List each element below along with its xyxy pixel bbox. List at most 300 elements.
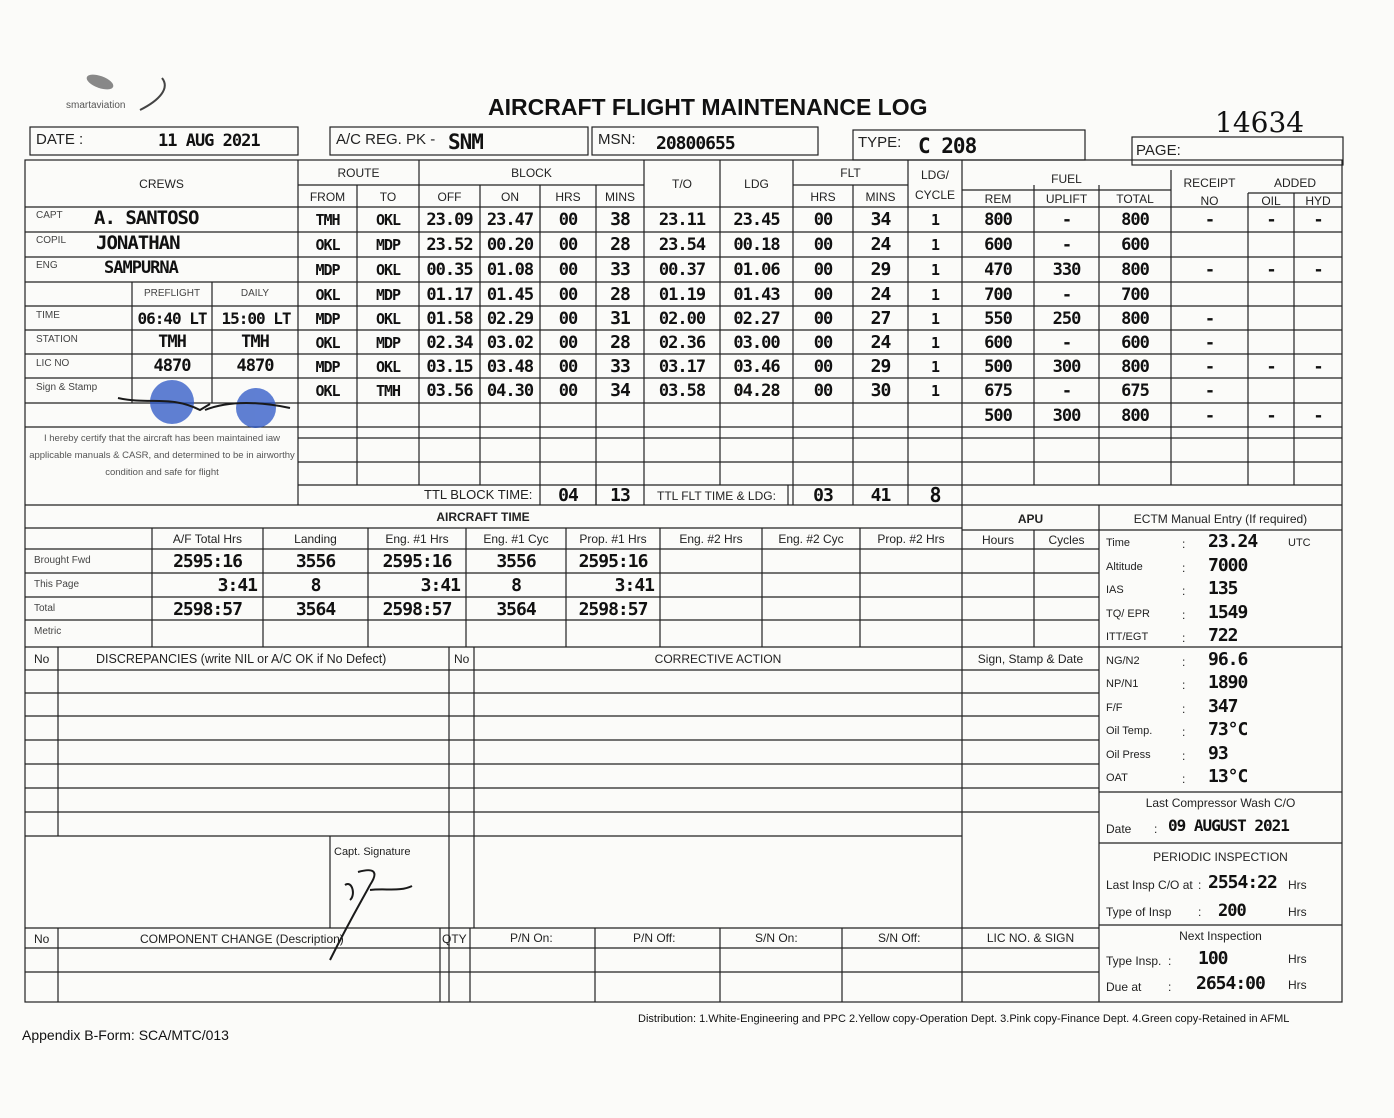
flight-fhrs-cell[interactable]: 00 <box>813 332 833 353</box>
ectm-unit: UTC <box>1288 537 1311 549</box>
flight-total-cell[interactable]: 800 <box>1121 405 1149 426</box>
daily-station[interactable]: TMH <box>241 332 269 352</box>
flight-mins-cell[interactable]: 34 <box>610 380 630 401</box>
flight-hrs-cell[interactable]: 00 <box>558 356 578 377</box>
due-value[interactable]: 2654:00 <box>1196 973 1265 994</box>
acreg-label: A/C REG. PK - <box>336 131 436 148</box>
flt-mins-header: MINS <box>865 189 896 204</box>
flight-fhrs-cell[interactable]: 00 <box>813 356 833 377</box>
aircraft-time-header: Landing <box>294 532 337 546</box>
flight-hyd-cell[interactable]: - <box>1313 209 1323 230</box>
flight-hyd-cell[interactable]: - <box>1313 405 1323 426</box>
flight-to-time-cell[interactable]: 03.58 <box>658 380 706 401</box>
flight-ldg-cell[interactable]: 03.00 <box>733 332 780 353</box>
aircraft-time-cell[interactable] <box>263 620 368 644</box>
form-number: 14634 <box>1215 106 1305 139</box>
flight-fhrs-cell[interactable]: 00 <box>813 259 833 280</box>
flight-rem-cell[interactable]: 500 <box>984 356 1012 377</box>
flight-to-time-cell[interactable] <box>644 403 720 428</box>
flight-to-cell[interactable]: TMH <box>375 381 401 400</box>
next-type-label: Type Insp. <box>1106 954 1162 968</box>
aircraft-time-row-label: Total <box>34 603 56 614</box>
flight-off-cell[interactable]: 23.09 <box>426 209 473 230</box>
aircraft-time-cell[interactable]: 3564 <box>496 598 536 620</box>
aircraft-time-header: Prop. #1 Hrs <box>579 532 647 546</box>
fuel-header: FUEL <box>1051 172 1082 186</box>
ectm-label: NP/N1 <box>1106 678 1139 690</box>
ttl-ldg[interactable]: 8 <box>929 483 941 507</box>
flight-hyd-cell[interactable]: - <box>1313 259 1323 280</box>
flight-oil-cell[interactable] <box>1248 282 1294 307</box>
aircraft-time-cell[interactable]: 2598:57 <box>578 598 648 620</box>
flight-off-cell[interactable]: 02.34 <box>426 332 473 353</box>
flight-oil-cell[interactable] <box>1248 232 1294 257</box>
flight-to-cell[interactable]: MDP <box>375 285 401 304</box>
flt-header: FLT <box>840 166 861 180</box>
type-value[interactable]: C 208 <box>918 134 977 158</box>
type-insp-value[interactable]: 200 <box>1218 901 1246 921</box>
flight-receipt-cell[interactable]: - <box>1204 380 1215 401</box>
flight-uplift-cell[interactable]: 300 <box>1052 405 1081 426</box>
flight-hrs-cell[interactable]: 00 <box>558 209 578 230</box>
lic-sign-label: LIC NO. & SIGN <box>986 931 1075 945</box>
flight-uplift-cell[interactable]: 250 <box>1052 308 1081 329</box>
preflight-lic[interactable]: 4870 <box>153 356 191 376</box>
flight-oil-cell[interactable]: - <box>1266 259 1276 280</box>
ectm-label: Time <box>1106 537 1131 549</box>
flight-uplift-cell[interactable]: 300 <box>1052 356 1081 377</box>
flight-total-cell[interactable]: 600 <box>1121 332 1149 353</box>
page-title: AIRCRAFT FLIGHT MAINTENANCE LOG <box>488 94 928 120</box>
ectm-title: ECTM Manual Entry (If required) <box>1133 512 1308 526</box>
flight-receipt-cell[interactable]: - <box>1204 356 1215 377</box>
flight-to-cell[interactable]: OKL <box>375 210 401 229</box>
sn-off-label: S/N Off: <box>878 931 921 945</box>
ectm-label: IAS <box>1106 584 1124 596</box>
flight-oil-cell[interactable] <box>1248 378 1294 403</box>
aircraft-time-cell[interactable] <box>860 597 962 621</box>
flight-ldg-cell[interactable]: 04.28 <box>733 380 780 401</box>
flight-hyd-cell[interactable] <box>1294 232 1342 257</box>
flight-hrs-cell[interactable]: 00 <box>558 284 578 305</box>
time-label: TIME <box>36 310 60 321</box>
copil-name[interactable]: JONATHAN <box>96 232 180 254</box>
flight-uplift-cell[interactable]: - <box>1061 380 1072 401</box>
compressor-date-label: Date <box>1106 822 1132 836</box>
flight-fhrs-cell[interactable] <box>793 403 853 428</box>
daily-lic[interactable]: 4870 <box>236 356 274 376</box>
added-header: ADDED <box>1273 176 1316 190</box>
flight-hrs-cell[interactable]: 00 <box>558 259 578 280</box>
flight-off-cell[interactable]: 00.35 <box>426 259 473 280</box>
flight-cycle-cell[interactable] <box>908 403 962 428</box>
flight-on-cell[interactable]: 23.47 <box>486 209 534 230</box>
flt-hrs-header: HRS <box>810 189 836 204</box>
flight-fhrs-cell[interactable]: 00 <box>813 308 833 329</box>
flight-on-cell[interactable]: 02.29 <box>486 308 534 329</box>
flight-oil-cell[interactable]: - <box>1266 356 1276 377</box>
flight-hyd-cell[interactable] <box>1294 282 1342 307</box>
ectm-label: Oil Press <box>1106 748 1151 761</box>
flight-on-cell[interactable]: 00.20 <box>486 234 534 255</box>
aircraft-time-cell[interactable]: 3564 <box>295 598 336 620</box>
flight-from-cell[interactable]: TMH <box>315 210 340 229</box>
ectm-value[interactable]: 13°C <box>1208 766 1248 787</box>
distribution-note: Distribution: 1.White-Engineering and PPC 2.Yellow copy-Operation Dept. 3.Pink copy-Finance Dept. 4.Green copy-Retained in AFML <box>638 1013 1290 1025</box>
flight-on-cell[interactable]: 01.45 <box>486 284 534 305</box>
flight-ldg-cell[interactable]: 01.06 <box>733 259 780 280</box>
flight-cycle-cell[interactable]: 1 <box>930 381 940 400</box>
ectm-label: Altitude <box>1106 560 1143 573</box>
msn-value[interactable]: 20800655 <box>656 133 735 154</box>
flight-from-cell[interactable]: MDP <box>315 357 340 376</box>
capt-name[interactable]: A. SANTOSO <box>94 207 199 229</box>
flight-ldg-cell[interactable]: 03.46 <box>733 356 780 377</box>
aircraft-time-cell[interactable] <box>566 620 660 644</box>
flight-on-cell[interactable]: 04.30 <box>486 380 534 401</box>
flight-oil-cell[interactable] <box>1248 306 1294 331</box>
flight-receipt-cell[interactable]: - <box>1204 308 1215 329</box>
ldg-header: LDG <box>744 177 769 191</box>
flight-to-time-cell[interactable]: 03.17 <box>658 356 706 377</box>
flight-hrs-cell[interactable]: 00 <box>558 308 578 329</box>
flight-to-cell[interactable]: MDP <box>375 235 401 254</box>
page-label: PAGE: <box>1136 142 1181 159</box>
ectm-label: Oil Temp. <box>1106 725 1153 737</box>
aircraft-time-cell[interactable] <box>368 620 466 644</box>
compressor-date[interactable]: 09 AUGUST 2021 <box>1168 816 1289 835</box>
ttl-block-mins[interactable]: 13 <box>610 484 630 506</box>
flight-off-cell[interactable]: 01.17 <box>426 284 473 305</box>
msn-label: MSN: <box>598 131 636 148</box>
flight-from-cell[interactable] <box>298 403 357 428</box>
aircraft-time-cell[interactable]: 2595:16 <box>173 550 242 572</box>
flight-cycle-cell[interactable]: 1 <box>930 357 940 376</box>
flight-total-cell[interactable]: 600 <box>1121 234 1149 255</box>
flight-hyd-cell[interactable] <box>1294 306 1342 331</box>
flight-fmins-cell[interactable]: 34 <box>870 209 891 230</box>
type-insp-unit: Hrs <box>1288 905 1307 919</box>
flight-rem-cell[interactable]: 675 <box>984 380 1012 401</box>
flight-to-time-cell[interactable]: 23.54 <box>658 234 706 255</box>
aircraft-time-cell[interactable] <box>762 549 860 573</box>
aircraft-time-cell[interactable]: 8 <box>310 574 321 596</box>
ectm-value[interactable]: 1890 <box>1208 672 1248 693</box>
flight-on-cell[interactable]: 03.48 <box>486 356 534 377</box>
flight-fmins-cell[interactable] <box>853 403 908 428</box>
flight-fmins-cell[interactable]: 30 <box>870 380 891 401</box>
to-time-header: T/O <box>672 177 692 191</box>
ectm-colon: : <box>1182 631 1186 645</box>
flight-to-cell[interactable]: OKL <box>375 260 401 279</box>
aircraft-time-header: Prop. #2 Hrs <box>877 532 945 546</box>
next-type-unit: Hrs <box>1288 952 1307 966</box>
flight-oil-cell[interactable]: - <box>1266 405 1276 426</box>
last-insp-value[interactable]: 2554:22 <box>1208 872 1277 893</box>
flight-cycle-cell[interactable]: 1 <box>930 285 940 304</box>
ectm-colon: : <box>1182 725 1186 739</box>
date-value[interactable]: 11 AUG 2021 <box>158 131 260 151</box>
flight-off-cell[interactable]: 03.15 <box>426 356 473 377</box>
flight-total-cell[interactable]: 800 <box>1121 356 1149 377</box>
flight-total-cell[interactable]: 800 <box>1121 308 1149 329</box>
flight-mins-cell[interactable]: 28 <box>610 332 630 353</box>
flight-off-cell[interactable] <box>419 403 480 428</box>
flight-total-cell[interactable]: 675 <box>1121 380 1149 401</box>
aircraft-time-cell[interactable]: 8 <box>511 574 521 596</box>
aircraft-time-cell[interactable] <box>860 549 962 573</box>
last-insp-unit: Hrs <box>1288 878 1307 892</box>
to-header: TO <box>379 189 397 204</box>
oil-header: OIL <box>1261 193 1281 208</box>
ectm-value[interactable]: 7000 <box>1208 554 1248 576</box>
apu-title: APU <box>1017 512 1044 526</box>
block-header: BLOCK <box>511 166 552 180</box>
flight-fmins-cell[interactable]: 27 <box>870 308 891 329</box>
flight-hrs-cell[interactable]: 00 <box>558 332 578 353</box>
type-label: TYPE: <box>858 134 902 151</box>
aircraft-time-cell[interactable]: 2598:57 <box>382 598 452 620</box>
sn-on-label: S/N On: <box>755 931 798 945</box>
aircraft-time-cell[interactable] <box>660 620 762 644</box>
preflight-label: PREFLIGHT <box>143 287 201 299</box>
ectm-value[interactable]: 23.24 <box>1208 531 1258 552</box>
flight-from-cell[interactable]: OKL <box>315 285 340 304</box>
flight-ldg-cell[interactable]: 00.18 <box>733 234 780 255</box>
aircraft-time-cell[interactable] <box>466 620 566 644</box>
flight-off-cell[interactable]: 23.52 <box>426 234 473 255</box>
ectm-value[interactable]: 93 <box>1208 742 1228 764</box>
aircraft-time-header: Eng. #2 Cyc <box>778 532 844 546</box>
preflight-station[interactable]: TMH <box>158 332 186 352</box>
uplift-header: UPLIFT <box>1045 192 1088 206</box>
next-type-value[interactable]: 100 <box>1198 948 1228 969</box>
ectm-value[interactable]: 135 <box>1208 578 1238 599</box>
flight-fmins-cell[interactable]: 29 <box>870 356 891 377</box>
flight-hyd-cell[interactable] <box>1294 330 1342 355</box>
flight-receipt-cell[interactable]: - <box>1204 332 1215 353</box>
flight-uplift-cell[interactable]: - <box>1061 234 1072 255</box>
aircraft-time-cell[interactable] <box>860 573 962 597</box>
ttl-block-hrs[interactable]: 04 <box>558 484 578 506</box>
ldg-cycle-header: LDG/ CYCLE <box>914 168 955 202</box>
flight-fhrs-cell[interactable]: 00 <box>813 209 833 230</box>
aircraft-time-title: AIRCRAFT TIME <box>436 510 530 524</box>
ectm-value[interactable]: 96.6 <box>1208 648 1248 670</box>
flight-receipt-cell[interactable]: - <box>1204 209 1215 230</box>
ectm-colon: : <box>1182 607 1186 622</box>
flight-fhrs-cell[interactable]: 00 <box>813 380 833 401</box>
on-header: ON <box>501 189 519 204</box>
aircraft-time-cell[interactable]: 2595:16 <box>382 550 452 572</box>
flight-ldg-cell[interactable] <box>720 403 793 428</box>
aircraft-time-row-label: This Page <box>34 579 80 590</box>
ectm-value[interactable]: 73°C <box>1208 719 1248 740</box>
flight-total-cell[interactable]: 700 <box>1121 284 1149 305</box>
flight-cycle-cell[interactable]: 1 <box>930 309 940 328</box>
flight-hrs-cell[interactable] <box>540 403 596 428</box>
aircraft-time-cell[interactable]: 3:41 <box>614 574 654 596</box>
daily-label: DAILY <box>240 287 270 299</box>
aircraft-time-cell[interactable]: 2595:16 <box>578 550 648 572</box>
acreg-value[interactable]: SNM <box>448 130 483 154</box>
logo-text: smartaviation <box>66 100 126 111</box>
flight-fhrs-cell[interactable]: 00 <box>813 284 833 305</box>
type-insp-label: Type of Insp <box>1106 905 1172 919</box>
flight-from-cell[interactable]: OKL <box>315 333 340 352</box>
flight-to-time-cell[interactable]: 00.37 <box>658 259 706 280</box>
aircraft-time-cell[interactable]: 3:41 <box>217 574 257 596</box>
ectm-label: NG/N2 <box>1106 654 1140 667</box>
flight-mins-cell[interactable]: 38 <box>610 209 630 230</box>
flight-mins-cell[interactable] <box>596 403 644 428</box>
off-header: OFF <box>437 189 462 204</box>
hyd-header: HYD <box>1305 193 1331 208</box>
aircraft-time-cell[interactable] <box>762 620 860 644</box>
corrective-action-label: CORRECTIVE ACTION <box>654 652 782 666</box>
flight-hyd-cell[interactable] <box>1294 378 1342 403</box>
ttl-flt-label: TTL FLT TIME & LDG: <box>657 489 776 503</box>
flight-cycle-cell[interactable]: 1 <box>930 333 940 352</box>
aircraft-time-row-label: Brought Fwd <box>34 555 91 566</box>
aircraft-time-cell[interactable]: 3556 <box>295 550 336 572</box>
flight-mins-cell[interactable]: 33 <box>610 356 630 377</box>
flight-on-cell[interactable]: 01.08 <box>486 259 534 280</box>
aircraft-time-cell[interactable] <box>860 620 962 644</box>
flight-rem-cell[interactable]: 600 <box>984 332 1012 353</box>
flight-uplift-cell[interactable]: - <box>1061 332 1072 353</box>
flight-to-cell[interactable]: MDP <box>375 333 401 352</box>
flight-rem-cell[interactable]: 800 <box>984 209 1012 230</box>
disc-no-label: No <box>34 652 50 666</box>
ectm-colon: : <box>1182 560 1186 575</box>
flight-cycle-cell[interactable]: 1 <box>930 210 940 229</box>
aircraft-time-cell[interactable]: 3556 <box>496 550 536 572</box>
flight-from-cell[interactable]: MDP <box>315 309 340 328</box>
ttl-block-label: TTL BLOCK TIME: <box>424 487 533 502</box>
flight-rem-cell[interactable]: 700 <box>984 284 1012 305</box>
flight-uplift-cell[interactable]: - <box>1061 284 1072 305</box>
flight-uplift-cell[interactable]: 330 <box>1052 259 1081 280</box>
flight-fmins-cell[interactable]: 24 <box>870 284 891 305</box>
flight-receipt-cell[interactable]: - <box>1204 405 1215 426</box>
flight-oil-cell[interactable]: - <box>1266 209 1276 230</box>
flight-from-cell[interactable]: OKL <box>315 235 340 254</box>
ttl-flt-mins[interactable]: 41 <box>870 484 891 506</box>
flight-off-cell[interactable]: 01.58 <box>426 308 473 329</box>
flight-from-cell[interactable]: MDP <box>315 260 340 279</box>
block-hrs-header: HRS <box>555 189 581 204</box>
periodic-title: PERIODIC INSPECTION <box>1153 850 1288 864</box>
certification-text: I hereby certify that the aircraft has been maintained iaw applicable manuals & CASR, and determined to be in airworthy condition and safe for flight <box>29 433 295 478</box>
flight-cycle-cell[interactable]: 1 <box>930 260 940 279</box>
due-unit: Hrs <box>1288 978 1307 992</box>
flight-ldg-cell[interactable]: 02.27 <box>733 308 780 329</box>
lic-label: LIC NO <box>36 358 70 369</box>
flight-rem-cell[interactable]: 600 <box>984 234 1012 255</box>
flight-total-cell[interactable]: 800 <box>1121 209 1149 230</box>
aircraft-time-cell[interactable]: 2598:57 <box>173 598 242 620</box>
flight-mins-cell[interactable]: 33 <box>610 259 630 280</box>
flight-to-time-cell[interactable]: 23.11 <box>658 209 706 230</box>
ectm-value[interactable]: 1549 <box>1208 601 1248 623</box>
flight-mins-cell[interactable]: 28 <box>610 234 630 255</box>
ectm-value[interactable]: 347 <box>1208 695 1238 717</box>
flight-ldg-cell[interactable]: 01.43 <box>733 284 780 305</box>
flight-to-time-cell[interactable]: 02.36 <box>658 332 706 353</box>
flight-rem-cell[interactable]: 470 <box>984 259 1012 280</box>
flight-to-cell[interactable]: OKL <box>375 357 401 376</box>
aircraft-time-header: A/F Total Hrs <box>172 532 243 546</box>
flight-cycle-cell[interactable]: 1 <box>930 235 940 254</box>
flight-mins-cell[interactable]: 28 <box>610 284 630 305</box>
aircraft-time-cell[interactable]: 3:41 <box>420 574 460 596</box>
aircraft-time-cell[interactable] <box>660 549 762 573</box>
ttl-flt-hrs[interactable]: 03 <box>813 484 833 506</box>
total-header: TOTAL <box>1116 192 1154 206</box>
flight-to-time-cell[interactable]: 02.00 <box>658 308 706 329</box>
flight-ldg-cell[interactable]: 23.45 <box>733 209 780 230</box>
aircraft-time-cell[interactable] <box>660 597 762 621</box>
flight-fhrs-cell[interactable]: 00 <box>813 234 833 255</box>
eng-name[interactable]: SAMPURNA <box>104 258 178 278</box>
receipt-no-header: NO <box>1200 193 1219 208</box>
preflight-time[interactable]: 06:40 LT <box>137 308 207 328</box>
aircraft-time-cell[interactable] <box>762 573 860 597</box>
flight-off-cell[interactable]: 03.56 <box>426 380 473 401</box>
flight-to-time-cell[interactable]: 01.19 <box>658 284 706 305</box>
flight-receipt-cell[interactable] <box>1171 282 1248 307</box>
flight-hrs-cell[interactable]: 00 <box>558 380 578 401</box>
apu-hours-header: Hours <box>981 533 1014 547</box>
aircraft-time-cell[interactable] <box>152 620 263 644</box>
sign-stamp-label: Sign & Stamp <box>36 382 98 393</box>
due-label: Due at <box>1106 980 1142 994</box>
flight-receipt-cell[interactable]: - <box>1204 259 1215 280</box>
pn-off-label: P/N Off: <box>633 931 676 945</box>
copil-label: COPIL <box>36 235 67 246</box>
comp-no-label: No <box>34 932 50 946</box>
aircraft-time-cell[interactable] <box>660 573 762 597</box>
flight-oil-cell[interactable] <box>1248 330 1294 355</box>
capt-signature-label: Capt. Signature <box>334 846 411 858</box>
comp-desc-label: COMPONENT CHANGE (Description) <box>140 932 344 946</box>
ectm-colon: : <box>1182 654 1186 669</box>
aircraft-time-cell[interactable] <box>762 597 860 621</box>
flight-hrs-cell[interactable]: 00 <box>558 234 578 255</box>
flight-fmins-cell[interactable]: 24 <box>870 234 891 255</box>
daily-time[interactable]: 15:00 LT <box>221 308 291 328</box>
flight-total-cell[interactable]: 800 <box>1121 259 1149 280</box>
flight-from-cell[interactable]: OKL <box>315 381 340 400</box>
corr-no-label: No <box>454 652 470 666</box>
flight-to-cell[interactable] <box>357 403 419 428</box>
ectm-value[interactable]: 722 <box>1208 625 1238 646</box>
flight-hyd-cell[interactable]: - <box>1313 356 1323 377</box>
flight-uplift-cell[interactable]: - <box>1061 209 1072 230</box>
from-header: FROM <box>309 189 346 204</box>
flight-mins-cell[interactable]: 31 <box>610 308 630 329</box>
flight-to-cell[interactable]: OKL <box>375 309 401 328</box>
flight-fmins-cell[interactable]: 24 <box>870 332 891 353</box>
flight-on-cell[interactable]: 03.02 <box>486 332 534 353</box>
flight-rem-cell[interactable]: 500 <box>984 405 1012 426</box>
flight-rem-cell[interactable]: 550 <box>984 308 1012 329</box>
flight-receipt-cell[interactable] <box>1171 232 1248 257</box>
flight-on-cell[interactable] <box>480 403 540 428</box>
ectm-colon: : <box>1182 584 1186 598</box>
flight-fmins-cell[interactable]: 29 <box>870 259 891 280</box>
